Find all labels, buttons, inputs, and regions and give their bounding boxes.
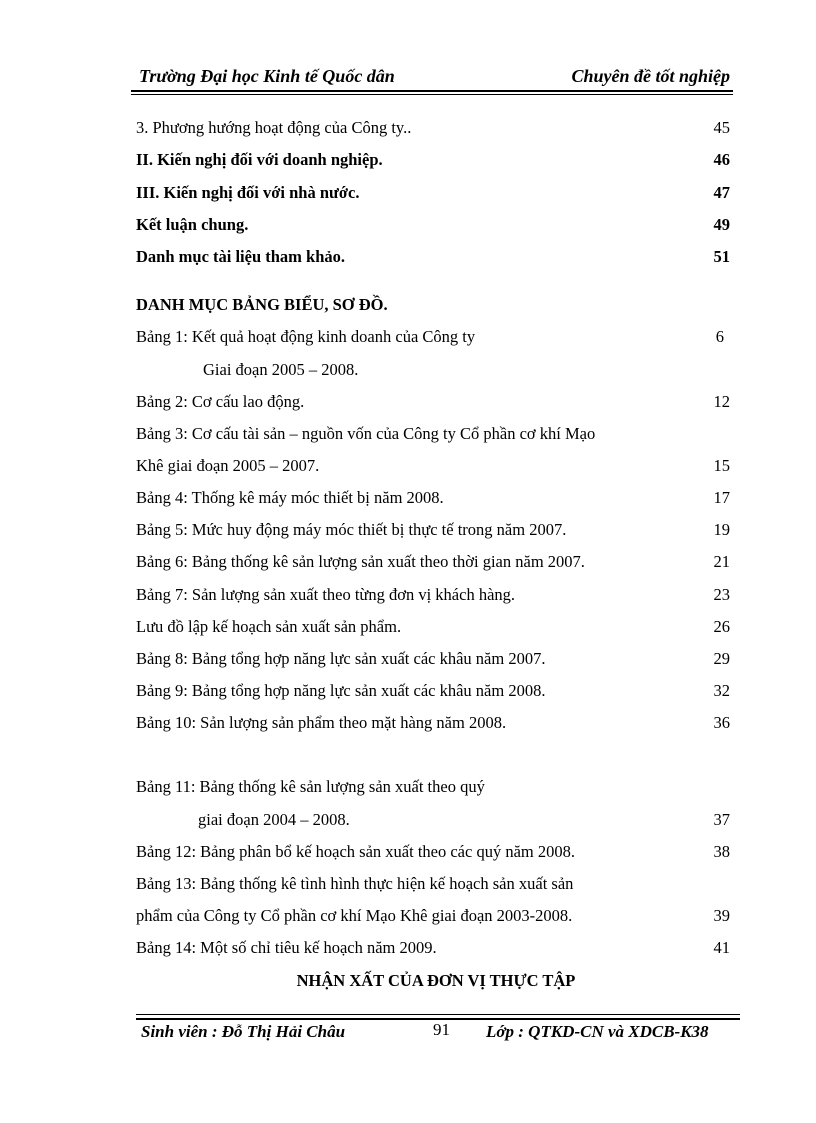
figure-entry-title: Bảng 7: Sản lượng sản xuất theo từng đơn vị khách hàng. xyxy=(136,585,516,604)
header-rule-thick xyxy=(131,90,733,92)
header-university: Trường Đại học Kinh tế Quốc dân xyxy=(139,66,395,86)
figure-entry-title-cont: giai đoạn 2004 – 2008. xyxy=(198,810,350,829)
figure-entry xyxy=(136,935,730,961)
toc-entry-page: 47 xyxy=(713,183,730,202)
figure-entry-title-cont: Khê giai đoạn 2005 – 2007. xyxy=(136,456,320,475)
figure-entry-title: Bảng 9: Bảng tổng hợp năng lực sản xuất các khâu năm 2008. xyxy=(136,681,546,700)
footer-student: Sinh viên : Đỗ Thị Hải Châu xyxy=(141,1022,346,1041)
figure-entry xyxy=(136,549,730,575)
figure-entry-continuation xyxy=(136,357,730,383)
figure-entry-page: 6 xyxy=(715,327,724,346)
toc-entry-title: II. Kiến nghị đối với doanh nghiệp. xyxy=(136,150,383,169)
toc-entry xyxy=(136,212,730,238)
figure-entry-continuation xyxy=(136,453,730,479)
figure-entry-page: 15 xyxy=(713,456,730,475)
figure-entry-title: Bảng 1: Kết quả hoạt động kinh doanh của Công ty xyxy=(136,327,476,346)
figure-entry-title-cont: phẩm của Công ty Cổ phần cơ khí Mạo Khê giai đoạn 2003-2008. xyxy=(136,906,573,925)
figure-entry-title: Bảng 11: Bảng thống kê sản lượng sản xuất theo quý xyxy=(136,777,485,796)
toc-entry-title: Danh mục tài liệu tham khảo. xyxy=(136,247,346,266)
figure-entry xyxy=(136,485,730,511)
figure-entry xyxy=(136,678,730,704)
closing-section-title: NHẬN XẤT CỦA ĐƠN VỊ THỰC TẬP xyxy=(296,971,576,990)
figure-entry-page: 41 xyxy=(713,938,730,957)
toc-entry-page: 49 xyxy=(713,215,730,234)
figure-entry-page: 38 xyxy=(713,842,730,861)
toc-entry-page: 46 xyxy=(713,150,730,169)
toc-entry-page: 45 xyxy=(713,118,730,137)
figure-entry xyxy=(136,646,730,672)
figure-entry xyxy=(136,582,730,608)
figure-entry-page: 39 xyxy=(713,906,730,925)
header-thesis-type: Chuyên đề tốt nghiệp xyxy=(571,66,730,86)
figure-entry xyxy=(136,389,730,415)
figures-section-title: DANH MỤC BẢNG BIỂU, SƠ ĐỒ. xyxy=(136,295,388,314)
figure-entry-page: 21 xyxy=(713,552,730,571)
figure-entry-title: Bảng 10: Sản lượng sản phẩm theo mặt hàng năm 2008. xyxy=(136,713,507,732)
figure-entry-continuation xyxy=(136,903,730,929)
figure-entry-page: 17 xyxy=(713,488,730,507)
header-rule-thin xyxy=(131,94,733,95)
figure-entry-page: 29 xyxy=(713,649,730,668)
figure-entry xyxy=(136,774,730,800)
figure-entry-title: Bảng 5: Mức huy động máy móc thiết bị thực tế trong năm 2007. xyxy=(136,520,567,539)
toc-entry xyxy=(136,244,730,270)
figure-entry-continuation xyxy=(136,807,730,833)
figure-entry-title: Bảng 2: Cơ cấu lao động. xyxy=(136,392,305,411)
toc-entry xyxy=(136,180,730,206)
figure-entry-title: Bảng 4: Thống kê máy móc thiết bị năm 2008. xyxy=(136,488,444,507)
figure-entry-page: 26 xyxy=(713,617,730,636)
figure-entry-title: Lưu đồ lập kế hoạch sản xuất sản phẩm. xyxy=(136,617,402,636)
figure-entry-title-cont: Giai đoạn 2005 – 2008. xyxy=(203,360,359,379)
toc-entry-title: III. Kiến nghị đối với nhà nước. xyxy=(136,183,360,202)
toc-entry-page: 51 xyxy=(713,247,730,266)
figure-entry-page: 12 xyxy=(713,392,730,411)
toc-entry xyxy=(136,115,730,141)
figure-entry xyxy=(136,614,730,640)
figure-entry-page: 36 xyxy=(713,713,730,732)
toc-entry xyxy=(136,147,730,173)
figure-entry xyxy=(136,517,730,543)
footer-class: Lớp : QTKD-CN và XDCB-K38 xyxy=(486,1022,709,1041)
footer-page-number: 91 xyxy=(433,1020,450,1039)
footer-rule-thin xyxy=(136,1014,740,1015)
figure-entry-page: 19 xyxy=(713,520,730,539)
figure-entry-title: Bảng 13: Bảng thống kê tình hình thực hiện kế hoạch sản xuất sản xyxy=(136,874,574,893)
figure-entry-title: Bảng 8: Bảng tổng hợp năng lực sản xuất các khâu năm 2007. xyxy=(136,649,546,668)
figure-entry xyxy=(136,421,730,447)
figure-entry-title: Bảng 14: Một số chỉ tiêu kế hoạch năm 2009. xyxy=(136,938,437,957)
figure-entry-title: Bảng 3: Cơ cấu tài sản – nguồn vốn của Công ty Cổ phần cơ khí Mạo xyxy=(136,424,596,443)
figure-entry xyxy=(136,710,730,736)
figure-entry-page: 23 xyxy=(713,585,730,604)
figure-entry-page: 37 xyxy=(713,810,730,829)
figure-entry xyxy=(136,839,730,865)
toc-entry-title: Kết luận chung. xyxy=(136,215,249,234)
figure-entry xyxy=(136,324,730,350)
figure-entry xyxy=(136,871,730,897)
toc-entry-title: 3. Phương hướng hoạt động của Công ty.. xyxy=(136,118,412,137)
figure-entry-page: 32 xyxy=(713,681,730,700)
figure-entry-title: Bảng 6: Bảng thống kê sản lượng sản xuất theo thời gian năm 2007. xyxy=(136,552,585,571)
figure-entry-title: Bảng 12: Bảng phân bổ kế hoạch sản xuất theo các quý năm 2008. xyxy=(136,842,575,861)
